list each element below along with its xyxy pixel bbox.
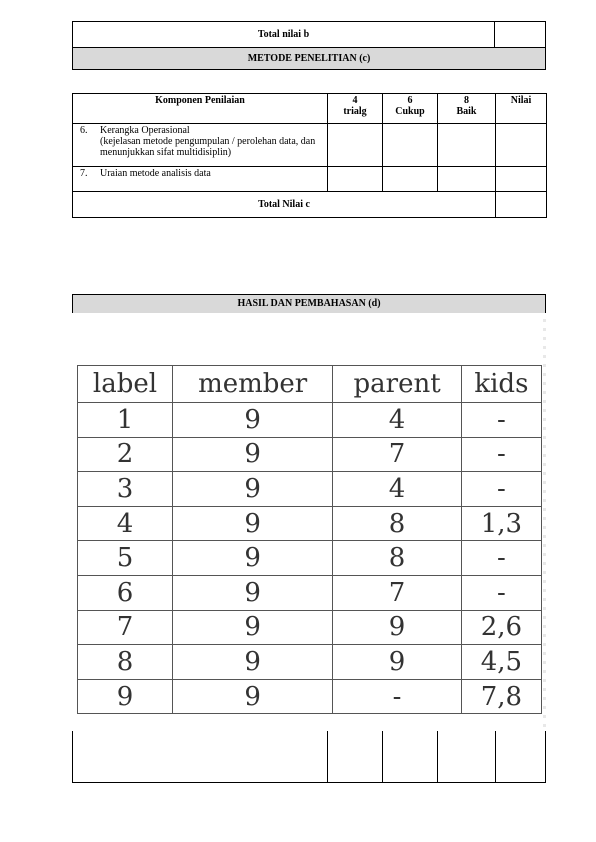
- col-label-header: label: [78, 366, 173, 403]
- result-image: [72, 313, 546, 731]
- score-cell[interactable]: [438, 124, 496, 167]
- col-kids-header: kids: [461, 366, 541, 403]
- table-row: [78, 679, 542, 714]
- table-cell: 9: [172, 645, 332, 680]
- hasil-heading: HASIL DAN PEMBAHASAN (d): [72, 294, 546, 314]
- table-cell: 4,5: [461, 645, 541, 680]
- image-edge: [543, 313, 546, 731]
- table-cell: 7: [333, 437, 461, 472]
- row-number: 7.: [80, 168, 88, 179]
- column-line: [327, 731, 328, 783]
- table-cell: -: [461, 472, 541, 507]
- row-detail: (kejelasan metode pengumpulan / perolehan data, dan menunjukkan sifat multidisiplin): [100, 136, 316, 158]
- row-number: 6.: [80, 125, 88, 136]
- table-cell: 9: [172, 575, 332, 610]
- header-score-8: 8 Baik: [438, 94, 496, 124]
- column-line: [437, 731, 438, 783]
- table-cell: 3: [78, 472, 173, 507]
- table-cell: 9: [172, 437, 332, 472]
- table-row: [73, 167, 547, 192]
- table-cell: 9: [172, 541, 332, 576]
- row-title: Uraian metode analisis data: [100, 168, 211, 179]
- table-cell: 9: [78, 679, 173, 714]
- table-row: [78, 541, 542, 576]
- row-title: Kerangka Operasional: [100, 125, 190, 136]
- table-cell: 9: [172, 679, 332, 714]
- table-cell: 1,3: [461, 506, 541, 541]
- col-parent-header: parent: [333, 366, 461, 403]
- table-row: [78, 506, 542, 541]
- table-row: [78, 575, 542, 610]
- table-row: [78, 472, 542, 507]
- total-b-label: Total nilai b: [73, 22, 495, 48]
- result-table: [77, 365, 542, 714]
- table-cell: 8: [78, 645, 173, 680]
- table-cell: 2,6: [461, 610, 541, 645]
- table-cell: 8: [333, 541, 461, 576]
- nilai-cell[interactable]: [496, 124, 547, 167]
- table-cell: 7: [78, 610, 173, 645]
- header-score-6: 6 Cukup: [383, 94, 438, 124]
- score-cell[interactable]: [383, 124, 438, 167]
- table-cell: -: [461, 403, 541, 438]
- table-cell: -: [461, 541, 541, 576]
- nilai-cell[interactable]: [496, 167, 547, 192]
- table-cell: 9: [172, 610, 332, 645]
- table-cell: 4: [78, 506, 173, 541]
- score-cell[interactable]: [328, 124, 383, 167]
- bottom-line: [72, 782, 546, 783]
- total-c-value-cell[interactable]: [496, 192, 547, 218]
- table-cell: 9: [172, 472, 332, 507]
- table-cell: 5: [78, 541, 173, 576]
- column-line: [545, 731, 546, 783]
- table-cell: 9: [333, 610, 461, 645]
- table-row: [78, 403, 542, 438]
- table-row: [73, 124, 547, 167]
- table-cell: 7,8: [461, 679, 541, 714]
- table-cell: 9: [172, 403, 332, 438]
- table-cell: -: [333, 679, 461, 714]
- table-cell: -: [461, 575, 541, 610]
- col-member-header: member: [172, 366, 332, 403]
- table-cell: 8: [333, 506, 461, 541]
- table-cell: 4: [333, 403, 461, 438]
- table-cell: 1: [78, 403, 173, 438]
- score-cell[interactable]: [383, 167, 438, 192]
- assessment-table: [72, 93, 547, 218]
- table-row: [78, 610, 542, 645]
- table-cell: 6: [78, 575, 173, 610]
- table-cell: 2: [78, 437, 173, 472]
- header-component: Komponen Penilaian: [73, 94, 328, 124]
- metode-heading: METODE PENELITIAN (c): [73, 48, 546, 70]
- column-line: [72, 731, 73, 783]
- table-row: [78, 645, 542, 680]
- total-c-label: Total Nilai c: [73, 192, 496, 218]
- table-row: [78, 437, 542, 472]
- table-cell: 9: [333, 645, 461, 680]
- total-b-value-cell: [495, 22, 546, 48]
- header-score-4: 4 trialg: [328, 94, 383, 124]
- score-cell[interactable]: [438, 167, 496, 192]
- table-cell: 7: [333, 575, 461, 610]
- column-line: [495, 731, 496, 783]
- total-b-table: [72, 21, 546, 70]
- header-nilai: Nilai: [496, 94, 547, 124]
- score-cell[interactable]: [328, 167, 383, 192]
- table-cell: 9: [172, 506, 332, 541]
- table-cell: 4: [333, 472, 461, 507]
- table-cell: -: [461, 437, 541, 472]
- column-line: [382, 731, 383, 783]
